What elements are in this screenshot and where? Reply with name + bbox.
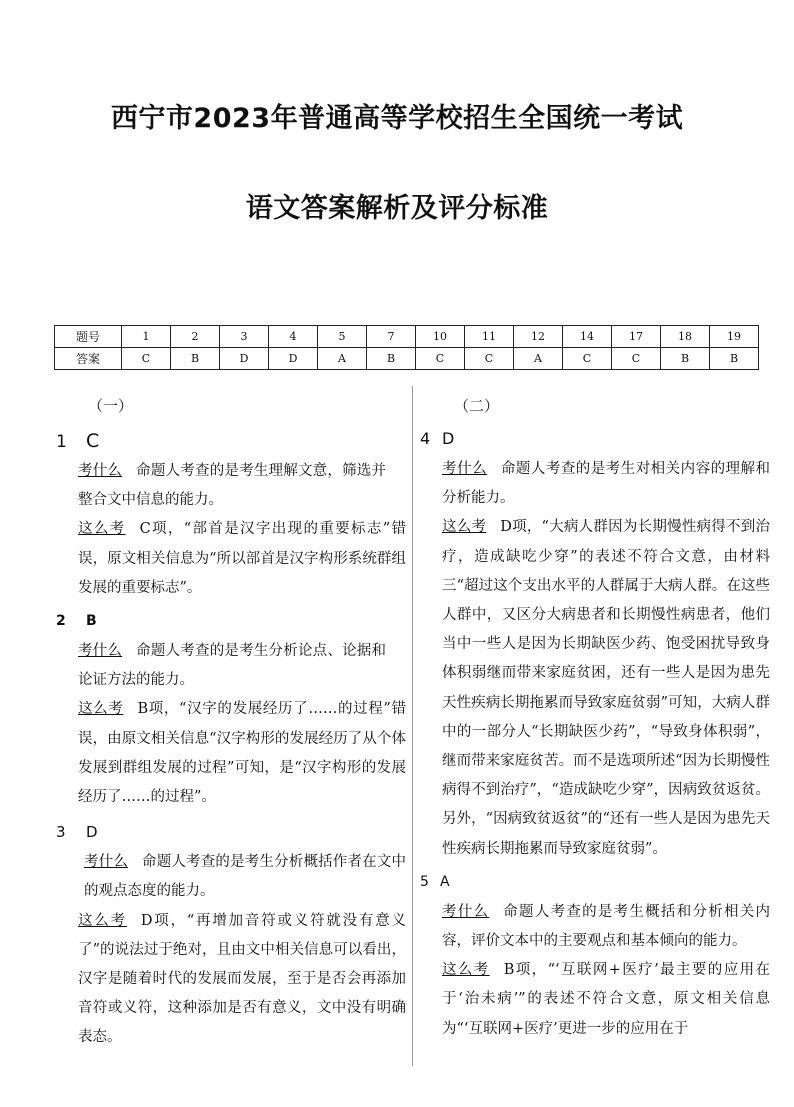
- question-number-cell: 17: [612, 326, 661, 348]
- document-subtitle: 语文答案解析及评分标准: [245, 193, 549, 224]
- q3-kaoshenme: [56, 848, 406, 906]
- answer-cell: C: [122, 348, 171, 370]
- question-5-heading: [420, 866, 770, 898]
- zhemekao-tag: 这么考: [442, 962, 490, 979]
- answer-cell: A: [318, 348, 367, 370]
- zhemekao-tag: 这么考: [78, 701, 124, 718]
- question-answer: D: [86, 823, 98, 842]
- q5-zhemekao: [420, 956, 770, 1044]
- question-number-cell: 2: [171, 326, 220, 348]
- zhemekao-text: D项，“再增加音符或义符就没有意义了”的说法过于绝对，且由文中相关信息可以看出，汉字是随着时代的发展而发展，至于是否会再添加音符或义符，这种添加是否有意义，文中没有明确表态。: [78, 912, 407, 1046]
- question-number-cell: 4: [269, 326, 318, 348]
- answer-table: [54, 325, 759, 370]
- question-number: 2: [56, 613, 66, 630]
- document-title: 西宁市2023年普通高等学校招生全国统一考试: [110, 103, 684, 134]
- answer-cell: A: [514, 348, 563, 370]
- question-4-heading: [420, 423, 770, 455]
- question-number: 1: [56, 432, 67, 452]
- kaoshenme-tag: 考什么: [84, 854, 129, 871]
- question-number-cell: 11: [465, 326, 514, 348]
- question-number-cell: 19: [710, 326, 759, 348]
- left-column: [56, 392, 406, 1053]
- question-number-cell: 5: [318, 326, 367, 348]
- q5-kaoshenme: [420, 898, 770, 956]
- column-divider: [412, 386, 413, 1066]
- section-title-two: （二）: [454, 397, 500, 415]
- answer-cell: B: [710, 348, 759, 370]
- zhemekao-text: B项，“‘互联网+医疗’最主要的应用在于‘治未病’”的表述不符合文意，原文相关信息为“‘互联网+医疗’更进一步的应用在于: [442, 962, 771, 1037]
- question-header-cell: 题号: [55, 326, 122, 348]
- zhemekao-text: B项，“汉字的发展经历了……的过程”错误，由原文相关信息“汉字构形的发展经历了从个体发展到群组发展的过程”可知，是“汉字构形的发展经历了……的过程”。: [78, 701, 406, 806]
- question-answer: D: [442, 429, 455, 448]
- question-number: 5: [420, 873, 429, 890]
- question-answer: A: [440, 873, 450, 890]
- question-number: 3: [56, 823, 66, 842]
- question-number-cell: 18: [661, 326, 710, 348]
- answer-cell: D: [220, 348, 269, 370]
- zhemekao-tag: 这么考: [78, 912, 127, 929]
- question-number-cell: 14: [563, 326, 612, 348]
- question-number-cell: 10: [416, 326, 465, 348]
- question-number-cell: 7: [367, 326, 416, 348]
- answer-cell: B: [367, 348, 416, 370]
- q3-zhemekao: [56, 907, 406, 1053]
- q1-kaoshenme: [56, 457, 406, 515]
- answer-cell: C: [563, 348, 612, 370]
- q4-zhemekao: [420, 513, 770, 863]
- zhemekao-tag: 这么考: [78, 521, 126, 538]
- question-number-cell: 1: [122, 326, 171, 348]
- kaoshenme-text: 命题人考查的是考生分析论点、论据和论证方法的能力。: [78, 643, 387, 689]
- q2-kaoshenme: [56, 637, 406, 695]
- question-answer: C: [86, 430, 100, 452]
- question-3-heading: [56, 816, 406, 848]
- answer-cell: C: [465, 348, 514, 370]
- kaoshenme-tag: 考什么: [78, 463, 123, 479]
- question-number: 4: [420, 429, 431, 448]
- kaoshenme-text: 命题人考查的是考生对相关内容的理解和分析能力。: [442, 461, 771, 507]
- question-number-cell: 3: [220, 326, 269, 348]
- question-answer: B: [86, 613, 97, 630]
- answer-cell: D: [269, 348, 318, 370]
- kaoshenme-tag: 考什么: [442, 461, 487, 477]
- q2-zhemekao: [56, 695, 406, 812]
- answer-cell: C: [416, 348, 465, 370]
- zhemekao-text: D项，“大病人群因为长期慢性病得不到治疗，造成缺吃少穿”的表述不符合文意，由材料三“超过这个支出水平的人群属于大病人群。在这些人群中，又区分大病患者和长期慢性病患者，他们当中一些人是因为长期缺医少药、饱受困扰导致身体积弱继而带来家庭贫困，还有一些人是因为患先天性疾病长期拖累而导致家庭贫弱”可知，大病人群中的一部分人“长期缺医少药”，“导致身体积弱”，继而带来家庭贫苦。而不是选项所述“因为长期慢性病得不到治疗”，“造成缺吃少穿”，因病致贫返贫。另外，“因病致贫返贫”的“还有一些人是因为患先天性疾病长期拖累而导致家庭贫弱”。: [442, 519, 771, 857]
- question-number-cell: 12: [514, 326, 563, 348]
- kaoshenme-tag: 考什么: [442, 903, 490, 920]
- kaoshenme-text: 命题人考查的是考生分析概括作者在文中的观点态度的能力。: [84, 854, 407, 900]
- answer-cell: B: [661, 348, 710, 370]
- answer-header-cell: 答案: [55, 348, 122, 370]
- kaoshenme-tag: 考什么: [78, 643, 123, 660]
- question-row: [55, 326, 759, 348]
- question-2-heading: [56, 605, 406, 637]
- kaoshenme-text: 命题人考查的是考生概括和分析相关内容，评价文本中的主要观点和基本倾向的能力。: [442, 903, 771, 950]
- zhemekao-text: C项，“部首是汉字出现的重要标志”错误，原文相关信息为“所以部首是汉字构形系统群组发展的重要标志”。: [78, 521, 406, 596]
- q1-zhemekao: [56, 515, 406, 603]
- right-column: [420, 392, 770, 1044]
- answer-cell: B: [171, 348, 220, 370]
- q4-kaoshenme: [420, 455, 770, 513]
- question-1-heading: [56, 425, 406, 457]
- answer-cell: C: [612, 348, 661, 370]
- kaoshenme-text: 命题人考查的是考生理解文意，筛选并整合文中信息的能力。: [78, 463, 387, 509]
- zhemekao-tag: 这么考: [442, 519, 487, 536]
- section-title-one: （一）: [88, 397, 134, 415]
- answer-row: [55, 348, 759, 370]
